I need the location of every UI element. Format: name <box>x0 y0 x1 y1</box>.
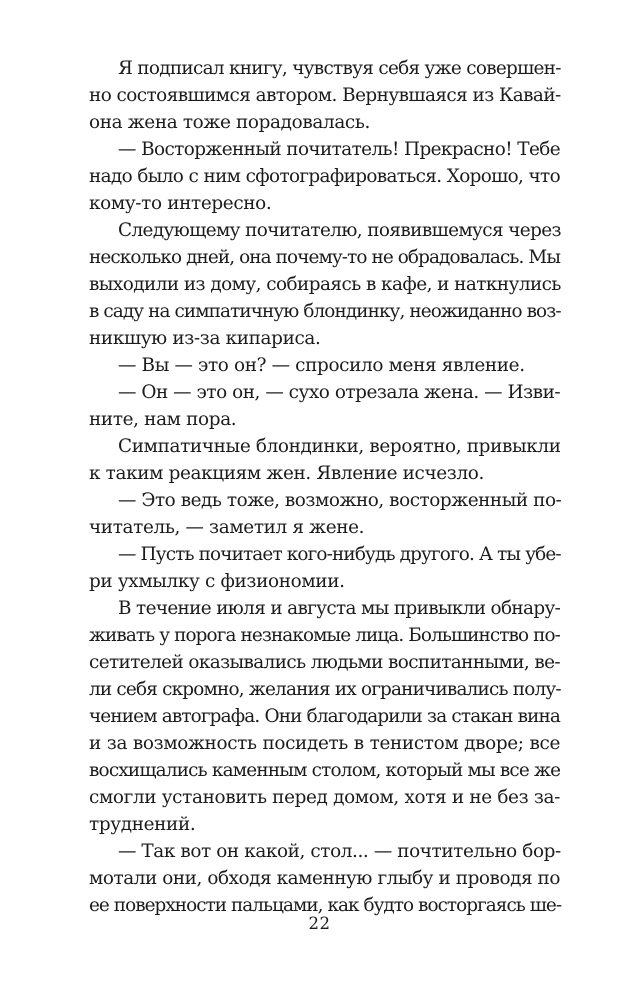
text-line: Симпатичные блондинки, вероятно, привыкли <box>118 436 561 457</box>
text-line: — Восторженный почитатель! Прекрасно! Тебе <box>118 139 560 160</box>
text-line: труднений. <box>89 814 196 835</box>
text-line: в саду на симпатичную блондинку, неожиданно воз- <box>89 301 561 322</box>
text-line: надо было с ним сфотографироваться. Хорошо, что <box>89 166 560 187</box>
text-line: ли себя скромно, желания их ограничивались полу- <box>89 679 561 700</box>
text-line: чением автографа. Они благодарили за стакан вина <box>89 706 560 727</box>
text-line: ее поверхности пальцами, как будто восторгаясь ше- <box>89 895 562 916</box>
text-line: она жена тоже порадовалась. <box>89 112 371 133</box>
text-line: ните, нам пора. <box>89 409 237 430</box>
page-number: 22 <box>308 914 331 933</box>
text-line: В течение июля и августа мы привыкли обнару- <box>118 598 561 619</box>
text-line: но состоявшимся автором. Вернувшаяся из Кавай- <box>89 85 561 106</box>
text-line: кому-то интересно. <box>89 193 272 214</box>
text-line: Следующему почитателю, появившемуся через <box>118 220 561 241</box>
text-line: — Так вот он какой, стол... — почтительно бор- <box>118 841 561 862</box>
text-line: живать у порога незнакомые лица. Большинство по- <box>89 625 560 646</box>
text-line: — Пусть почитает кого-нибудь другого. А ты убе- <box>118 544 561 565</box>
text-line: никшую из-за кипариса. <box>89 328 321 349</box>
text-line: и за возможность посидеть в тенистом дворе; все <box>89 733 560 754</box>
text-line: смогли установить перед домом, хотя и не без за- <box>89 787 560 808</box>
text-line: — Это ведь тоже, возможно, восторженный по- <box>118 490 562 511</box>
text-line: мотали они, обходя каменную глыбу и проводя по <box>89 868 560 889</box>
text-line: к таким реакциям жен. Явление исчезло. <box>89 463 485 484</box>
text-line: ри ухмылку с физиономии. <box>89 571 345 592</box>
text-line: восхищались каменным столом, который мы все же <box>89 760 561 781</box>
text-line: читатель, — заметил я жене. <box>89 517 365 538</box>
text-line: Я подписал книгу, чувствуя себя уже совершен- <box>118 58 561 79</box>
text-line: сетителей оказывались людьми воспитанными, ве- <box>89 652 561 673</box>
text-line: выходили из дому, собираясь в кафе, и наткнулись <box>89 274 561 295</box>
text-line: — Вы — это он? — спросило меня явление. <box>118 355 525 376</box>
text-line: — Он — это он, — сухо отрезала жена. — Изви- <box>118 382 561 403</box>
text-line: несколько дней, она почему-то не обрадовалась. Мы <box>89 247 561 268</box>
